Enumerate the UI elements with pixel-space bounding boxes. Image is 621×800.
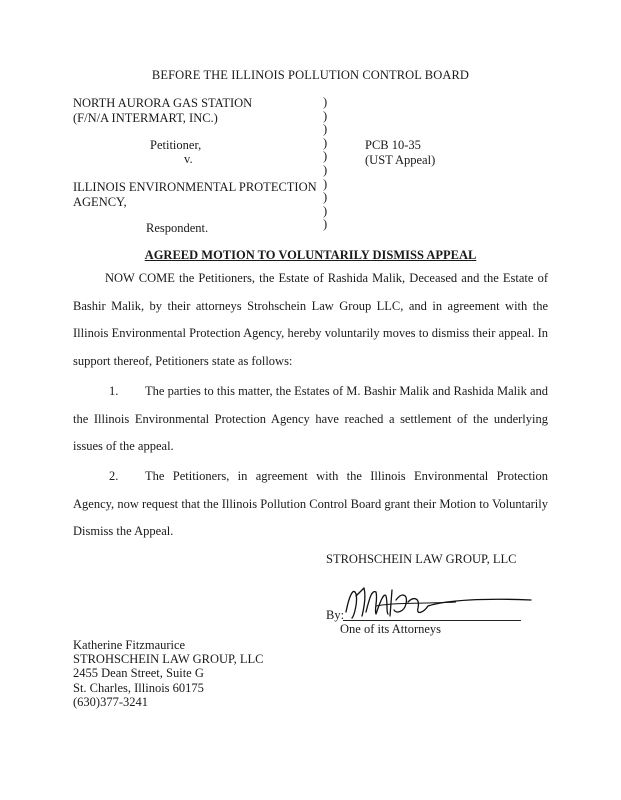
- paren: ): [323, 108, 328, 123]
- petitioner-block: [73, 96, 252, 125]
- respondent-label: Respondent.: [146, 221, 209, 235]
- case-number-block: [365, 138, 435, 167]
- attorney-address-block: [73, 638, 263, 709]
- item-2-text: The Petitioners, in agreement with the Illinois Environmental Protection Agency, now request that the Illinois Pollution Control Board grant their Motion to Voluntarily Dismiss the Appeal.: [73, 469, 548, 538]
- respondent-name-line-1: ILLINOIS ENVIRONMENTAL PROTECTION: [73, 180, 317, 194]
- intro-paragraph: [73, 265, 548, 375]
- signature-line: [343, 620, 521, 621]
- item-2-number: 2.: [109, 469, 119, 483]
- court-heading: BEFORE THE ILLINOIS POLLUTION CONTROL BOARD: [151, 68, 470, 82]
- item-1-text: The parties to this matter, the Estates of M. Bashir Malik and Rashida Malik and the Illinois Environmental Protection Agency have reached a settlement of the underlying issues of the appeal.: [73, 384, 548, 453]
- paren: ): [323, 162, 328, 177]
- paren: ): [323, 190, 328, 205]
- caption-parentheses: [323, 96, 327, 232]
- address-street: 2455 Dean Street, Suite G: [73, 666, 204, 681]
- petitioner-name-line-2: (F/N/A INTERMART, INC.): [73, 110, 218, 125]
- address-phone: (630)377-3241: [73, 694, 148, 709]
- paren: ): [323, 95, 328, 109]
- motion-title: AGREED MOTION TO VOLUNTARILY DISMISS APPEAL: [144, 248, 477, 262]
- case-type: (UST Appeal): [365, 152, 436, 167]
- signature-block: [326, 588, 536, 638]
- signature-firm: STROHSCHEIN LAW GROUP, LLC: [326, 552, 517, 566]
- item-1-number: 1.: [109, 384, 119, 398]
- item-1-paragraph: [73, 378, 548, 461]
- petitioner-label: Petitioner,: [150, 138, 202, 152]
- item-2-paragraph: [73, 463, 548, 546]
- address-city: St. Charles, Illinois 60175: [73, 680, 204, 695]
- paren: ): [323, 217, 328, 232]
- attorney-name: Katherine Fitzmaurice: [73, 638, 186, 652]
- paren: ): [323, 122, 328, 137]
- respondent-name-line-2: AGENCY,: [73, 194, 127, 209]
- by-label: By:: [326, 608, 345, 622]
- versus-label: v.: [184, 152, 193, 166]
- paren: ): [323, 176, 328, 191]
- petitioner-name-line-1: NORTH AURORA GAS STATION: [73, 96, 253, 110]
- case-number: PCB 10-35: [365, 138, 421, 152]
- paren: ): [323, 149, 328, 164]
- intro-text: NOW COME the Petitioners, the Estate of Rashida Malik, Deceased and the Estate of Bashir Malik, by their attorneys Strohschein Law Group LLC, and in agreement with the Illinois Environmental Protection Agency, hereby voluntarily moves to dismiss their appeal. In support thereof, Petitioners state as follows:: [73, 271, 548, 368]
- respondent-block: [73, 180, 317, 209]
- paren: ): [323, 135, 328, 150]
- paren: ): [323, 203, 328, 218]
- attorney-line: One of its Attorneys: [340, 622, 442, 636]
- address-firm: STROHSCHEIN LAW GROUP, LLC: [73, 652, 264, 667]
